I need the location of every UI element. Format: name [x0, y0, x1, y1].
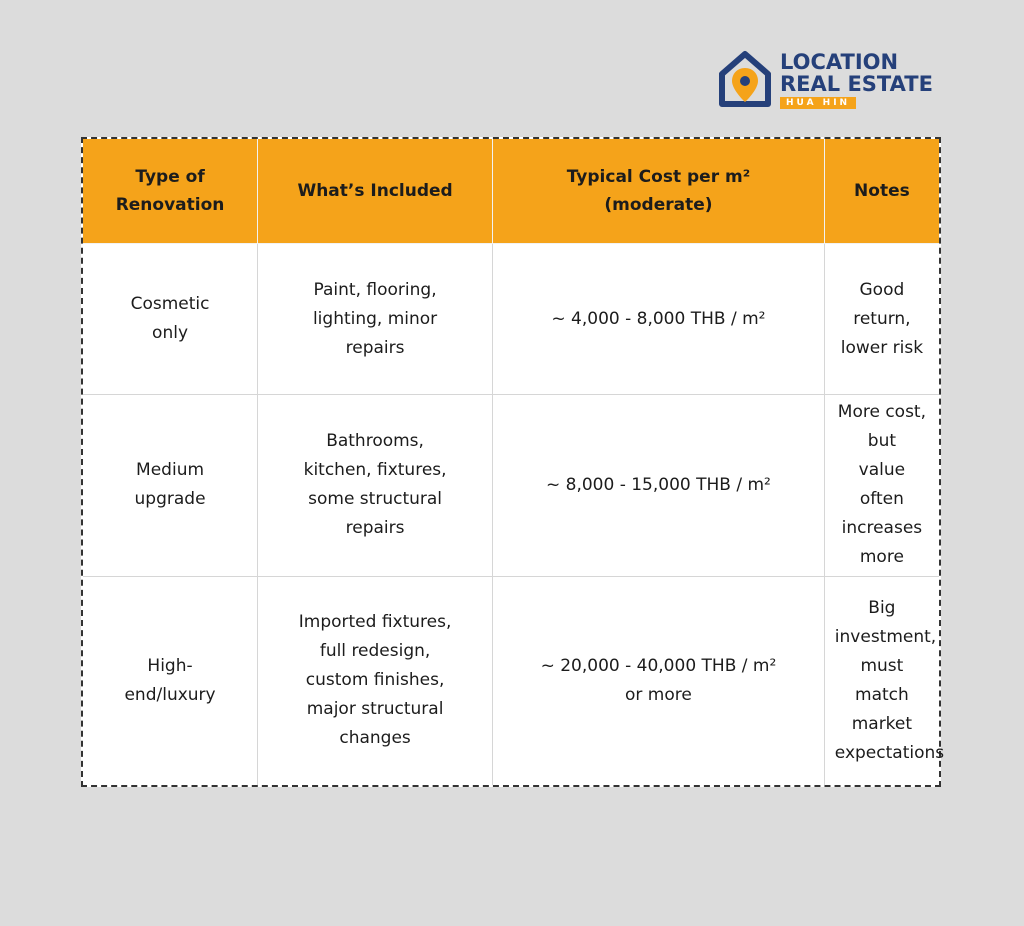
renovation-cost-table [81, 137, 945, 787]
table-header-row [83, 139, 939, 244]
house-pin-icon [718, 50, 772, 108]
logo-text-real-estate: REAL ESTATE [780, 72, 933, 96]
table-row [83, 395, 939, 576]
table-row [83, 244, 939, 395]
cell-notes: Good return, lower risk [824, 244, 939, 395]
cell-included: Paint, flooring, lighting, minor repairs [258, 244, 493, 395]
cell-included: Bathrooms, kitchen, fixtures, some structural repairs [258, 395, 493, 576]
cell-cost: ~ 20,000 - 40,000 THB / m² or more [493, 576, 825, 785]
header-type-of-renovation: Type of Renovation [83, 139, 258, 244]
cell-type: Cosmetic only [83, 244, 258, 395]
brand-logo [718, 48, 948, 112]
cell-type: High- end/luxury [83, 576, 258, 785]
logo-text-location: LOCATION [780, 50, 899, 74]
cell-notes: More cost, but value often increases more [824, 395, 939, 576]
cell-notes: Big investment, must match market expectations [824, 576, 939, 785]
header-typical-cost: Typical Cost per m² (moderate) [493, 139, 825, 244]
cell-included: Imported fixtures, full redesign, custom finishes, major structural changes [258, 576, 493, 785]
header-whats-included: What’s Included [258, 139, 493, 244]
cell-cost: ~ 8,000 - 15,000 THB / m² [493, 395, 825, 576]
header-notes: Notes [824, 139, 939, 244]
logo-text-hua-hin: HUA HIN [780, 97, 856, 109]
cell-type: Medium upgrade [83, 395, 258, 576]
table-row [83, 576, 939, 785]
cell-cost: ~ 4,000 - 8,000 THB / m² [493, 244, 825, 395]
